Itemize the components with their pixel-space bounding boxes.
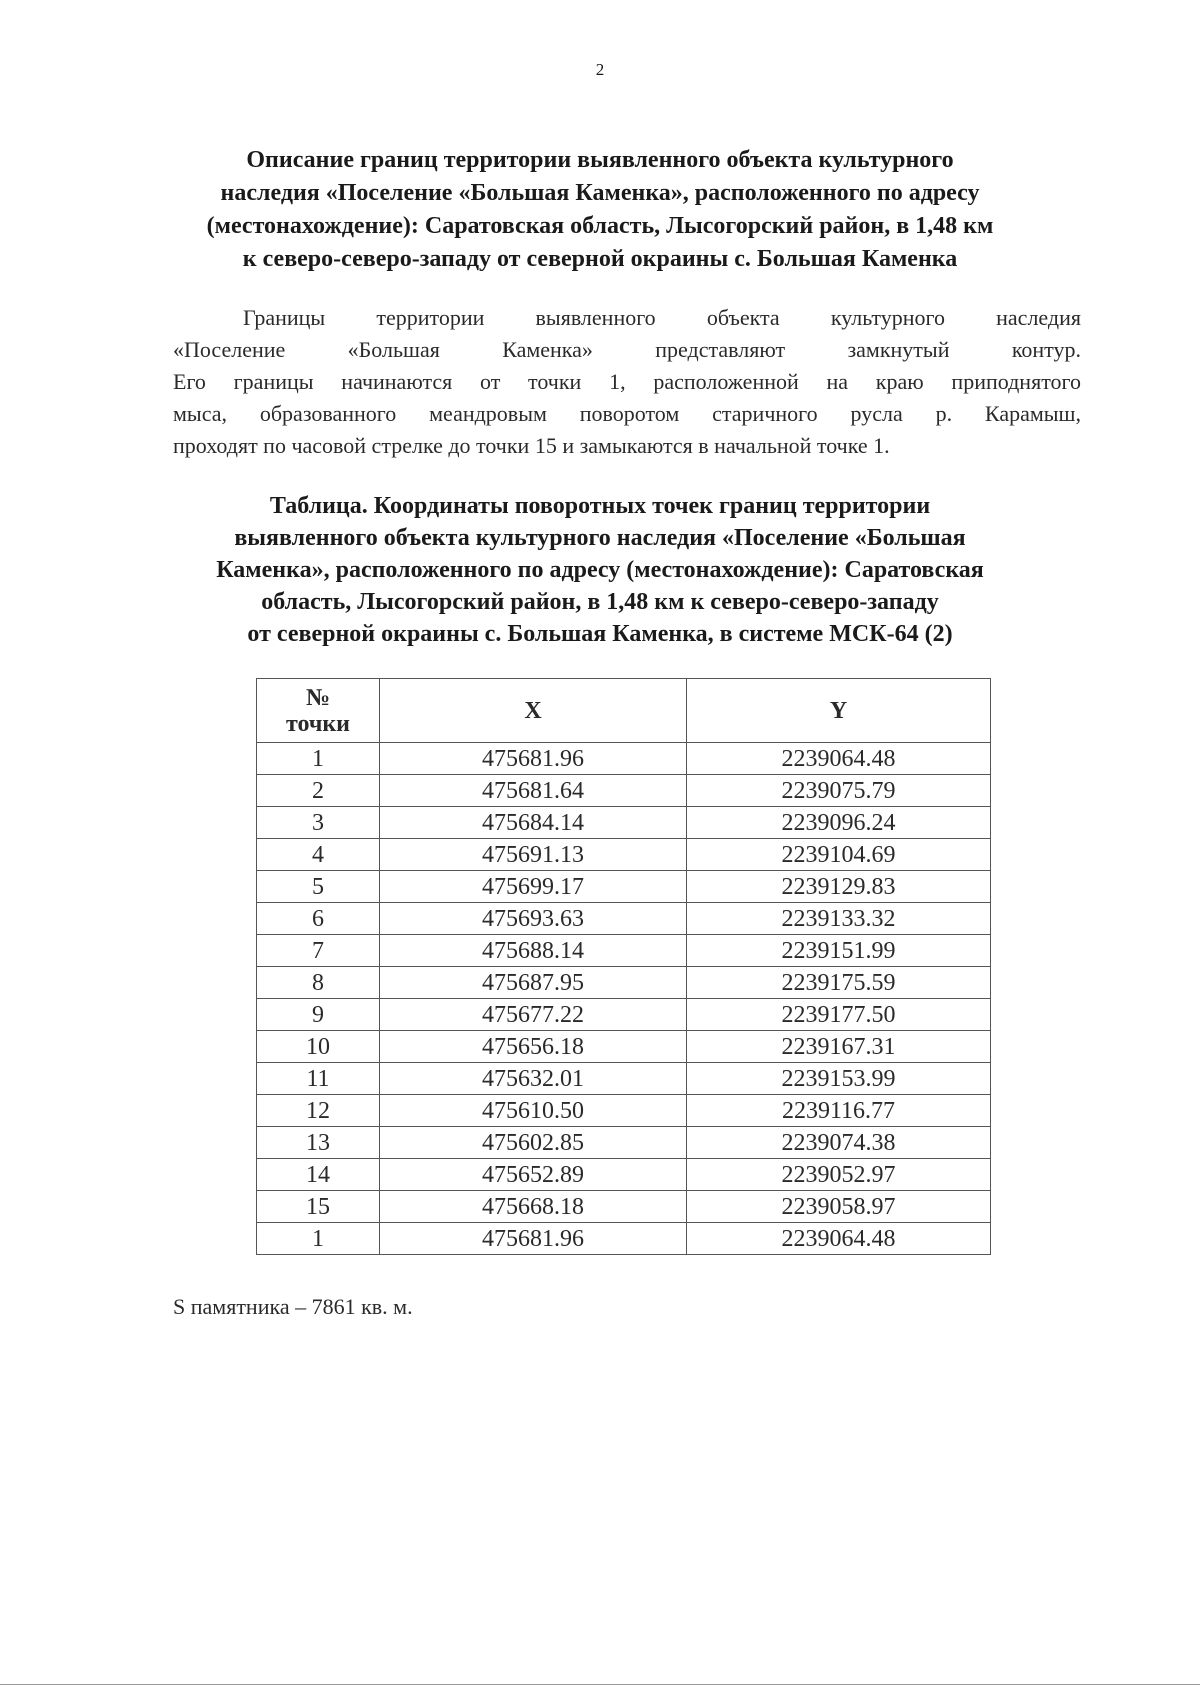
cell-point-number: 1: [257, 743, 380, 775]
table-title-line: область, Лысогорский район, в 1,48 км к северо-северо-западу: [261, 589, 939, 615]
header-x: X: [380, 679, 687, 743]
cell-point-number: 13: [257, 1127, 380, 1159]
paragraph-line: Границы территории выявленного объекта культурного наследия: [243, 305, 1081, 330]
cell-point-number: 11: [257, 1063, 380, 1095]
cell-x: 475656.18: [380, 1031, 687, 1063]
cell-y: 2239153.99: [687, 1063, 991, 1095]
table-row: [257, 1063, 991, 1095]
title-line: (местонахождение): Саратовская область, Лысогорский район, в 1,48 км: [206, 213, 994, 239]
table-row: [257, 1159, 991, 1191]
header-point-number: [257, 679, 380, 743]
cell-x: 475699.17: [380, 871, 687, 903]
boundary-description-paragraph: [173, 302, 1081, 462]
title-line: наследия «Поселение «Большая Каменка», расположенного по адресу: [220, 180, 980, 206]
cell-x: 475610.50: [380, 1095, 687, 1127]
title-line: к северо-северо-западу от северной окраины с. Большая Каменка: [242, 246, 958, 272]
cell-point-number: 7: [257, 935, 380, 967]
cell-point-number: 12: [257, 1095, 380, 1127]
cell-x: 475684.14: [380, 807, 687, 839]
cell-point-number: 14: [257, 1159, 380, 1191]
title-line: Описание границ территории выявленного объекта культурного: [246, 147, 954, 173]
cell-x: 475602.85: [380, 1127, 687, 1159]
cell-x: 475677.22: [380, 999, 687, 1031]
table-row: [257, 807, 991, 839]
header-num-label: точки: [285, 710, 351, 737]
page-number: 2: [595, 60, 605, 79]
paragraph-line: Его границы начинаются от точки 1, расположенной на краю приподнятого: [173, 369, 1081, 394]
cell-point-number: 5: [257, 871, 380, 903]
cell-y: 2239167.31: [687, 1031, 991, 1063]
table-title-line: выявленного объекта культурного наследия «Поселение «Большая: [234, 525, 966, 551]
table-row: [257, 999, 991, 1031]
table-row: [257, 967, 991, 999]
table-row: [257, 1191, 991, 1223]
cell-y: 2239129.83: [687, 871, 991, 903]
table-title: [140, 490, 1060, 650]
table-row: [257, 839, 991, 871]
cell-x: 475681.96: [380, 1223, 687, 1255]
cell-x: 475681.64: [380, 775, 687, 807]
cell-x: 475632.01: [380, 1063, 687, 1095]
table-row: [257, 935, 991, 967]
cell-y: 2239052.97: [687, 1159, 991, 1191]
cell-point-number: 3: [257, 807, 380, 839]
cell-y: 2239177.50: [687, 999, 991, 1031]
document-title: [140, 144, 1060, 276]
table-row: [257, 871, 991, 903]
table-row: [257, 903, 991, 935]
cell-y: 2239104.69: [687, 839, 991, 871]
table-row: [257, 743, 991, 775]
cell-y: 2239096.24: [687, 807, 991, 839]
table-row: [257, 1095, 991, 1127]
cell-y: 2239116.77: [687, 1095, 991, 1127]
area-note: S памятника – 7861 кв. м.: [173, 1294, 413, 1319]
table-row: [257, 1223, 991, 1255]
cell-y: 2239064.48: [687, 743, 991, 775]
cell-x: 475687.95: [380, 967, 687, 999]
table-row: [257, 775, 991, 807]
header-y: Y: [687, 679, 991, 743]
cell-x: 475681.96: [380, 743, 687, 775]
cell-point-number: 10: [257, 1031, 380, 1063]
coordinates-table: [256, 678, 991, 1255]
paragraph-line: проходят по часовой стрелке до точки 15 и замыкаются в начальной точке 1.: [173, 433, 890, 458]
table-header-row: [257, 679, 991, 743]
cell-point-number: 15: [257, 1191, 380, 1223]
table-title-line: Каменка», расположенного по адресу (местонахождение): Саратовская: [216, 557, 984, 583]
table-row: [257, 1031, 991, 1063]
table-title-line: от северной окраины с. Большая Каменка, в системе МСК-64 (2): [247, 621, 953, 647]
scan-edge-line: [0, 1684, 1200, 1685]
cell-x: 475688.14: [380, 935, 687, 967]
cell-x: 475693.63: [380, 903, 687, 935]
cell-y: 2239133.32: [687, 903, 991, 935]
cell-y: 2239064.48: [687, 1223, 991, 1255]
cell-y: 2239074.38: [687, 1127, 991, 1159]
header-num-symbol: №: [305, 684, 331, 711]
cell-y: 2239175.59: [687, 967, 991, 999]
table-title-line: Таблица. Координаты поворотных точек границ территории: [269, 493, 931, 519]
cell-x: 475691.13: [380, 839, 687, 871]
cell-x: 475668.18: [380, 1191, 687, 1223]
cell-point-number: 4: [257, 839, 380, 871]
paragraph-line: мыса, образованного меандровым поворотом старичного русла р. Карамыш,: [173, 401, 1081, 426]
cell-y: 2239058.97: [687, 1191, 991, 1223]
cell-x: 475652.89: [380, 1159, 687, 1191]
cell-point-number: 1: [257, 1223, 380, 1255]
cell-y: 2239151.99: [687, 935, 991, 967]
cell-point-number: 9: [257, 999, 380, 1031]
table-row: [257, 1127, 991, 1159]
cell-point-number: 2: [257, 775, 380, 807]
cell-point-number: 8: [257, 967, 380, 999]
paragraph-line: «Поселение «Большая Каменка» представляют замкнутый контур.: [173, 337, 1081, 362]
cell-y: 2239075.79: [687, 775, 991, 807]
coordinates-table-body: [257, 743, 991, 1255]
cell-point-number: 6: [257, 903, 380, 935]
